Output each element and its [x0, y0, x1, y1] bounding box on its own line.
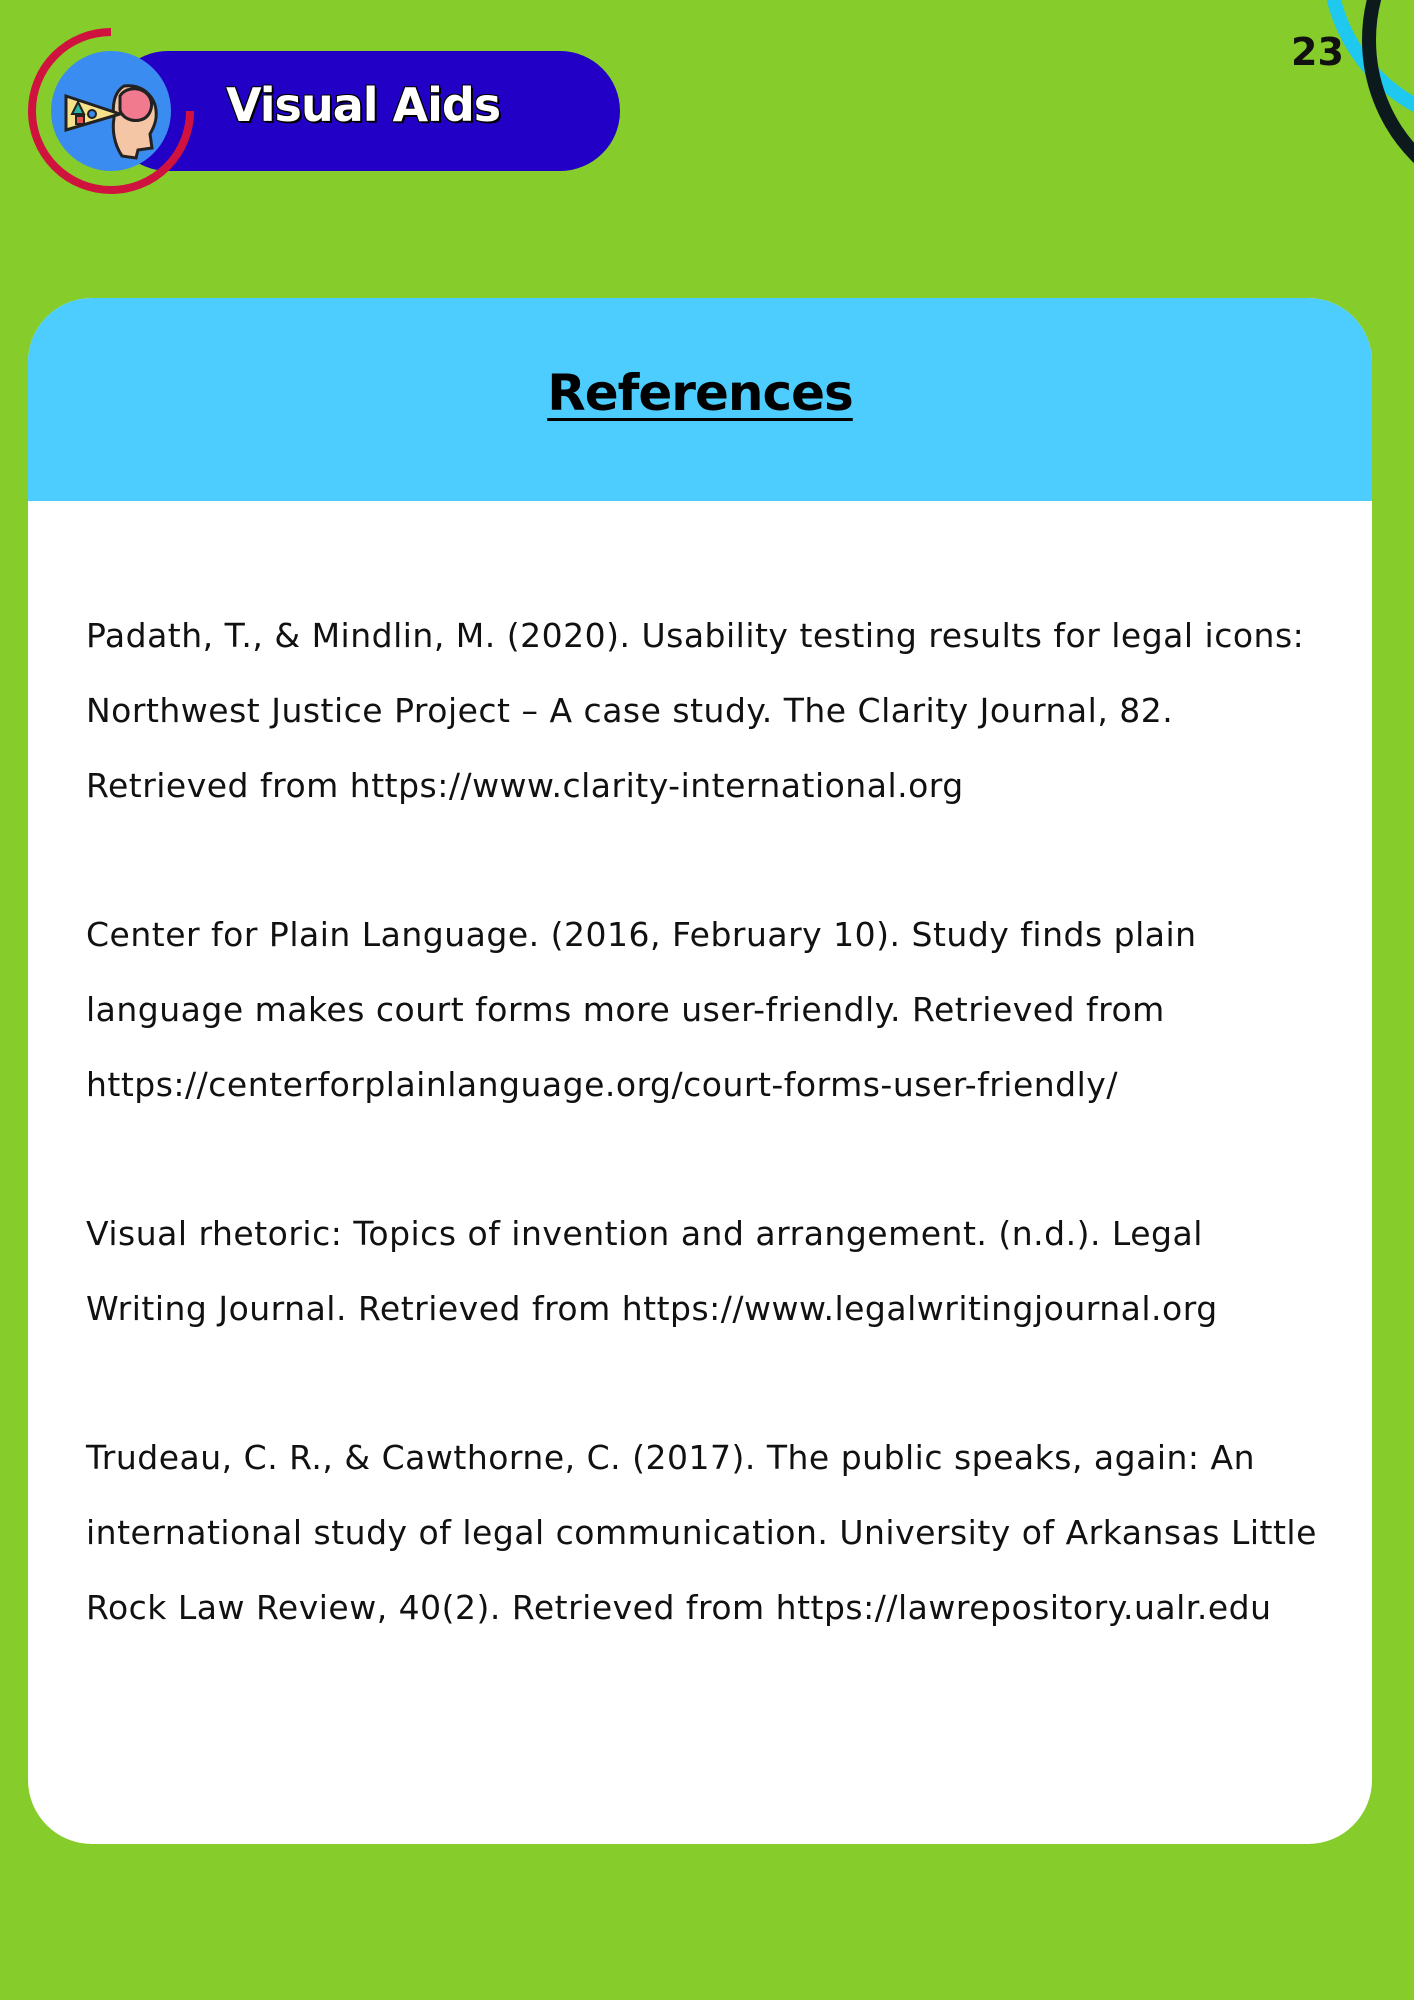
reference-item: Padath, T., & Mindlin, M. (2020). Usability testing results for legal icons: Northwest Justice Project – A case study. The Clarity Journal, 82. Retrieved from https://www.clarity-international.org	[86, 616, 1305, 805]
header-title: Visual Aids	[226, 78, 501, 132]
header-badge	[26, 26, 196, 196]
card-title: References	[547, 364, 853, 422]
reference-item: Trudeau, C. R., & Cawthorne, C. (2017). The public speaks, again: An international study of legal communication. University of Arkansas Little Rock Law Review, 40(2). Retrieved from https://lawrepository.ualr.edu	[86, 1438, 1317, 1627]
references-card	[28, 298, 1372, 1844]
references-list	[86, 598, 1326, 1719]
card-header	[28, 298, 1372, 501]
page-number: 23	[1291, 30, 1344, 74]
reference-item: Visual rhetoric: Topics of invention and arrangement. (n.d.). Legal Writing Journal. Retrieved from https://www.legalwritingjournal.org	[86, 1214, 1218, 1328]
reference-item: Center for Plain Language. (2016, February 10). Study finds plain language makes court forms more user-friendly. Retrieved from https://centerforplainlanguage.org/court-forms-user-friendly/	[86, 915, 1197, 1104]
